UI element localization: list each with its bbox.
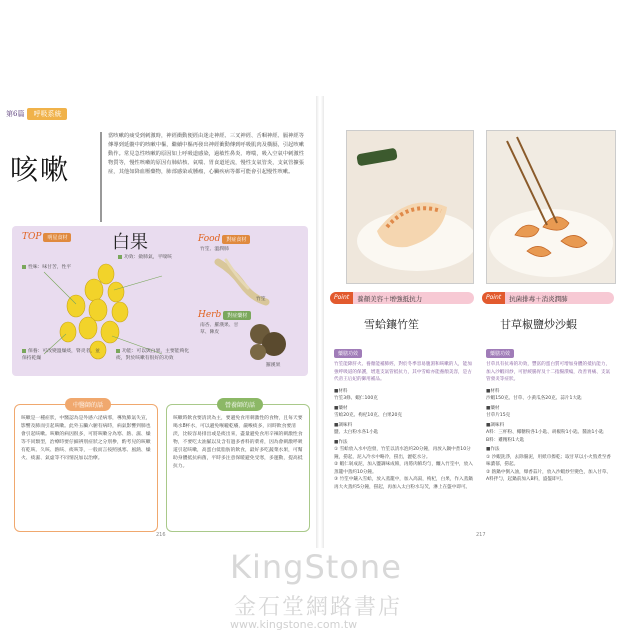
sauce-2: A料：三杯粉、椰糖粉各1小匙、胡椒粉1小匙、醬油1小匙 B料：雞精粉1大匙 [486,430,604,443]
herb-badge: Herb [198,310,222,320]
bullet-icon [22,349,26,353]
herb-image-label: 羅漢果 [266,363,281,368]
chapter-name: 呼吸系統 [27,108,67,120]
luohan-fruit-image [246,320,290,364]
watermark-url: www.kingstone.com.tw [230,618,358,631]
effect-header-1: 藥膳功效 [334,349,362,358]
label-note: 功能：可以與白果，主要能夠化痰，對於咳嗽有很好的功效 [116,349,190,361]
step-1-3: ③ 竹笙中鑲入雪蛤，放入蒸籠中，加入高湯，枸杞，白果，作入蒸鍋再大火蒸約5分鐘，撈起，再加入太白粉水勾芡，淋上在盤中即可。 [334,477,473,490]
food-tag-row [198,234,250,244]
seasoning-1: 雪蛤20克、枸杞10克、白果20克 [334,413,403,418]
label-caution: 保養：可改變溫燥痰，腎炎者，並保持乾燥 [22,349,100,361]
tcm-doctor-box [14,404,158,532]
steps-head-2: ■作法 [486,447,500,452]
top-badge: TOP [22,232,42,242]
herb-2: 甘草片15克 [486,413,511,418]
point-banner-1 [330,292,474,304]
dish-photo-1 [346,130,474,284]
sauce-head-2: ■調味料 [486,422,505,428]
herb-head-2: ■藥材 [486,405,500,411]
intro-paragraph: 當咳嗽的痰受到刺激時，神經衝動便經由迷走神經、三叉神經、舌咽神經、膈神經等傳導到延髓中的咳嗽中樞，繼續中樞再發出神經衝動傳到呼吸肌肉及橫膈，引起咳嗽動作。常見急性咳嗽的原因如上呼吸道感染，過敏性鼻炎、哮喘，吸入空氣中刺激性物質等，慢性咳嗽的原因有肺結核、氣喘、胃食道逆流，慢性支氣管炎，支氣管擴張症，其他如降血壓藥物，肺部感染或腫瘤，心臟疾病等都可能會引起慢性咳嗽。 [108,133,304,175]
step-1-2: ② 蝦仁剁成泥，加入鹽調味成餡，再將肉餡均勻，釀入竹笙中，放入蒸籠中蒸約10分鐘。 [334,462,473,475]
dish-name-2: 甘草椒鹽炒沙蝦 [500,318,577,331]
point-label-2: Point [482,292,505,304]
bullet-icon [22,265,26,269]
steps-head-1: ■作法 [334,439,348,445]
watermark-brand-zh: 金石堂網路書店 [234,595,403,620]
page-number-left: 216 [156,532,166,538]
point-text-1: 養顏美容＋增強抵抗力 [357,294,423,303]
point-banner-2 [482,292,614,304]
star-ingredient-tag: 明星食材 [43,233,71,242]
step-2-2: ② 熱鍋中倒入油，爆香蒜片，放入沙蝦炒至變色，加入甘草、A料拌勻，起鍋前加入B料，盛盤即可。 [486,469,612,482]
food-image-label: 竹笙 [256,297,266,302]
title-divider [100,132,102,222]
materials-1: 竹笙3條、蝦仁100克 [334,396,378,401]
recipe-2 [486,340,614,484]
book-gutter [316,96,324,548]
ginkgo-nuts-image [36,262,166,362]
step-1-1: ① 雪蛤放入水中泡發，竹笙以清水泡約20分鐘，再放入鍋中煮10分鐘，撈起，泥入冷水中略冷，撈出，瀝乾水分。 [334,447,471,460]
point-text-2: 抗菌排毒＋消炎潤肺 [509,294,568,303]
nutritionist-text: 咳嗽時飲食要清淡為主，要避免食用刺激性的食物，且每天要喝水8杯水，可以避免喉嚨乾癢，嚴喉痰多，同時飲食要清淡，比較容易排出或是痰出來，盡量避免食用辛辣的刺激性食物，不要吃太油膩以及含有過多香料的菜肴，因為會刺激呼吸道引起咳嗽，高蛋白低脂肪的飲食，最好多吃蔬菜水果，可幫助身體抵抗病菌，平時多注意保暖避免受寒，多運動，提高抵抗力。 [173,416,303,469]
label-effect: 功效：斂肺氣，平喘咳 [118,254,192,261]
bullet-icon [118,255,122,259]
tcm-doctor-text: 咳嗽是一種症狀，中醫認為是外感六淫病邪，導致肺氣失宣，影響及肺而引起咳嗽。此外五臟六腑有病時，病氣影響到肺也會引起咳嗽。咳嗽的病因很多，可將咳嗽分為寒、熱、濕、燥等不同類型，治療時要仔細辨別症狀之分別參，酌考兒的咳嗽有乾咳、久咳、熱咳、痰咳等，一般而言按照風寒、風熱、燥火、痰濕、氣虛等不同情況加以治療。 [21,416,151,461]
materials-head-1: ■材料 [334,388,348,394]
point-label-1: Point [330,292,353,304]
herb-desc: 南杏、羅漢果、甘草、陳皮 [200,323,239,335]
materials-head-2: ■材料 [486,388,500,394]
shrimp-dish-icon [487,131,615,283]
step-2-1: ① 沙蝦洗淨，去除腸泥，用紙巾擦乾；取甘草以小火熬煮至香味濃郁，撈起。 [486,454,612,467]
sauce-head-1: ■調味料 [334,422,353,428]
effect-text-2: 甘草具有抗毒的功效，豐富的蛋白質可增加身體的抵抗能力，加入沙蝦同炒，可舒緩腸胃及十二指腸潰瘍，改善胃痛、支氣管發炎等症狀。 [486,362,611,382]
star-ingredient-name: 白果 [112,232,148,253]
food-desc: 竹笙、溫潤肺 [200,247,229,252]
herb-tag: 對症藥材 [223,311,251,320]
dish-photo-2 [486,130,616,284]
nutritionist-box [166,404,310,532]
sauce-1: 鹽、太白粉水各1小匙 [334,430,379,435]
watermark-brand-en: KingStone [230,548,402,586]
food-tag: 對症食材 [222,235,250,244]
label-flavor: 性味：味甘苦，性平 [22,264,92,271]
page-title: 咳嗽 [10,153,71,186]
herb-tag-row [198,310,251,320]
bamboo-fungus-dish-icon [347,131,473,283]
tcm-doctor-title: 中醫師的話 [65,398,111,411]
page-number-right: 217 [476,532,486,538]
effect-header-2: 藥膳功效 [486,349,514,358]
nutritionist-title: 營養師的話 [217,398,263,411]
effect-text-1: 竹笙能降肝火、養顏能補肺經，對於冬季容易腹瀉和咳嗽的人，能加強呼吸道的保護，增進支氣管抵抗力，其中雪蛤亦能養顏美容，是古代帝王后妃的御用補品。 [334,362,472,382]
materials-2: 沙蝦150克、甘草、小黃瓜各20克、蒜片1大匙 [486,396,582,401]
food-badge: Food [198,234,221,244]
recipe-1 [334,340,476,491]
bullet-icon [116,349,120,353]
chapter-tab [6,108,67,120]
seasoning-head-1: ■藥材 [334,405,348,411]
dish-name-1: 雪蛤鑲竹笙 [364,318,419,331]
top-food-tag-row [22,232,71,242]
chapter-number: 第6篇 [6,110,25,118]
